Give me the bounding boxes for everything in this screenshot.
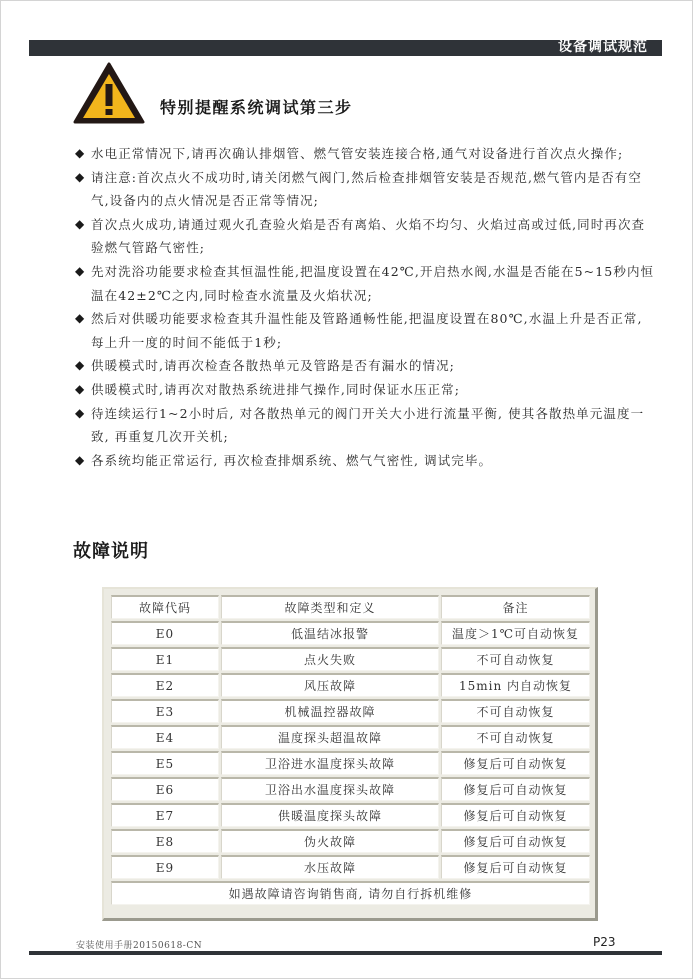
table-header-row	[111, 595, 590, 619]
cell-code: E2	[111, 673, 219, 697]
diamond-bullet-icon: ◆	[75, 146, 86, 160]
cell-note: 不可自动恢复	[441, 647, 590, 671]
list-item	[75, 307, 655, 354]
cell-note: 修复后可自动恢复	[441, 803, 590, 827]
table-row	[111, 855, 590, 879]
cell-code: E3	[111, 699, 219, 723]
cell-code: E7	[111, 803, 219, 827]
fault-section-title: 故障说明	[73, 541, 149, 562]
fault-code-table	[109, 593, 592, 907]
list-item-text: 水电正常情况下,请再次确认排烟管、燃气管安装连接合格,通气对设备进行首次点火操作;	[91, 146, 624, 161]
section-title: 设备调试规范	[558, 39, 648, 55]
diamond-bullet-icon: ◆	[75, 169, 86, 184]
table-row	[111, 621, 590, 645]
cell-type: 风压故障	[221, 673, 439, 697]
diamond-bullet-icon: ◆	[75, 216, 86, 231]
cell-code: E0	[111, 621, 219, 645]
list-item-text: 各系统均能正常运行, 再次检查排烟系统、燃气气密性, 调试完毕。	[91, 452, 493, 468]
header-cell-code: 故障代码	[111, 595, 219, 619]
cell-type: 点火失败	[221, 647, 439, 671]
cell-type: 机械温控器故障	[221, 699, 439, 723]
cell-note: 修复后可自动恢复	[441, 855, 590, 879]
list-item	[75, 378, 655, 402]
cell-note: 修复后可自动恢复	[441, 829, 590, 853]
list-item	[75, 213, 655, 260]
table-row	[111, 699, 590, 723]
list-item	[75, 166, 655, 213]
cell-note: 修复后可自动恢复	[441, 751, 590, 775]
header-bar	[29, 40, 662, 56]
header-cell-type: 故障类型和定义	[221, 595, 439, 619]
cell-code: E1	[111, 647, 219, 671]
table-row	[111, 803, 590, 827]
cell-note: 15min 内自动恢复	[441, 673, 590, 697]
cell-type: 低温结冰报警	[221, 621, 439, 645]
cell-note: 修复后可自动恢复	[441, 777, 590, 801]
fault-table-frame	[102, 587, 598, 921]
footer-bar	[29, 951, 662, 955]
cell-type: 供暖温度探头故障	[221, 803, 439, 827]
cell-note: 温度＞1℃可自动恢复	[441, 621, 590, 645]
diamond-bullet-icon: ◆	[75, 405, 86, 420]
cell-type: 伪火故障	[221, 829, 439, 853]
cell-code: E9	[111, 855, 219, 879]
cell-type: 卫浴进水温度探头故障	[221, 751, 439, 775]
diamond-bullet-icon: ◆	[75, 311, 86, 326]
table-row	[111, 673, 590, 697]
list-item	[75, 402, 655, 449]
list-item-text: 首次点火成功,请通过观火孔查验火焰是否有离焰、火焰不均匀、火焰过高或过低,同时再次查验燃气管路气密性;	[91, 216, 646, 256]
list-item	[75, 260, 655, 307]
cell-type: 水压故障	[221, 855, 439, 879]
table-footer-row	[111, 881, 590, 905]
list-item-text: 供暖模式时,请再次检查各散热单元及管路是否有漏水的情况;	[91, 358, 455, 374]
table-row	[111, 647, 590, 671]
list-item-text: 然后对供暖功能要求检查其升温性能及管路通畅性能,把温度设置在80℃,水温上升是否正常,每上升一度的时间不能低于1秒;	[91, 311, 643, 350]
list-item-text: 待连续运行1~2小时后, 对各散热单元的阀门开关大小进行流量平衡, 使其各散热单元温度一致, 再重复几次开关机;	[91, 405, 645, 445]
list-item-text: 供暖模式时,请再次对散热系统进排气操作,同时保证水压正常;	[91, 381, 461, 397]
warning-title: 特别提醒系统调试第三步	[160, 98, 353, 117]
list-item	[75, 449, 655, 473]
table-row	[111, 751, 590, 775]
diamond-bullet-icon: ◆	[75, 358, 86, 373]
cell-note: 不可自动恢复	[441, 699, 590, 723]
page-number: P23	[593, 935, 616, 949]
cell-code: E4	[111, 725, 219, 749]
diamond-bullet-icon: ◆	[75, 263, 86, 278]
list-item	[75, 354, 655, 378]
diamond-bullet-icon: ◆	[75, 452, 86, 467]
cell-type: 卫浴出水温度探头故障	[221, 777, 439, 801]
cell-code: E5	[111, 751, 219, 775]
cell-type: 温度探头超温故障	[221, 725, 439, 749]
table-row	[111, 777, 590, 801]
cell-note: 不可自动恢复	[441, 725, 590, 749]
diamond-bullet-icon: ◆	[75, 381, 86, 396]
list-item	[75, 142, 655, 166]
manual-id: 安装使用手册20150618-CN	[76, 941, 203, 951]
header-cell-note: 备注	[441, 595, 590, 619]
table-row	[111, 829, 590, 853]
cell-code: E6	[111, 777, 219, 801]
cell-code: E8	[111, 829, 219, 853]
table-row	[111, 725, 590, 749]
table-footer-note: 如遇故障请咨询销售商, 请勿自行拆机维修	[111, 881, 590, 905]
warning-triangle-icon	[73, 62, 145, 124]
list-item-text: 先对洗浴功能要求检查其恒温性能,把温度设置在42℃,开启热水阀,水温是否能在5~15秒内恒温在42±2℃之内,同时检查水流量及火焰状况;	[91, 263, 655, 303]
list-item-text: 请注意:首次点火不成功时,请关闭燃气阀门,然后检查排烟管安装是否规范,燃气管内是否有空气,设备内的点火情况是否正常等情况;	[91, 169, 642, 209]
commissioning-steps-list	[75, 142, 655, 472]
